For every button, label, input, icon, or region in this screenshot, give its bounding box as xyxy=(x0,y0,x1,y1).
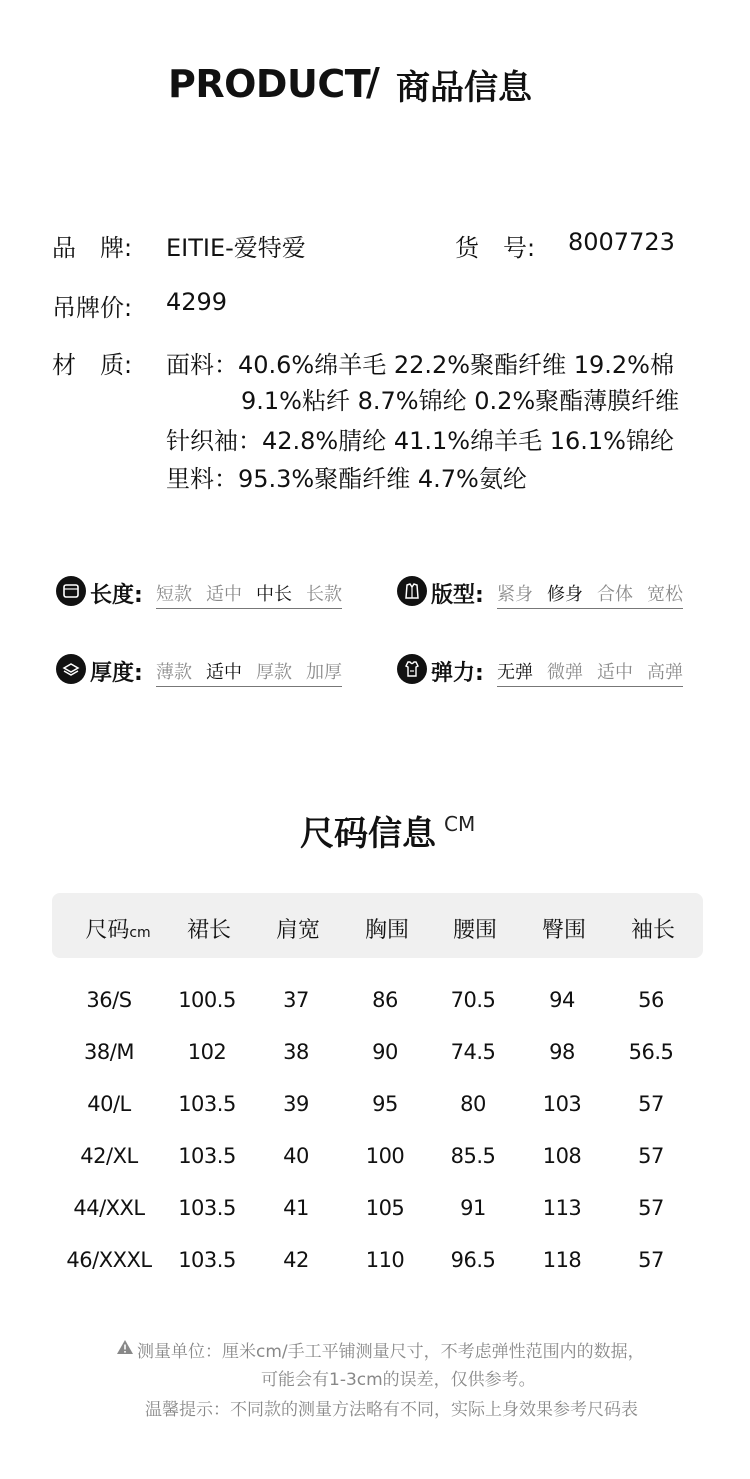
thickness-option: 加厚 xyxy=(306,662,342,683)
table-cell: 86 xyxy=(372,988,398,1012)
material-line: 针织袖：42.8%腈纶 41.1%绵羊毛 16.1%锦纶 xyxy=(166,427,674,455)
elasticity-option: 高弹 xyxy=(647,662,683,683)
material-label: 材 质: xyxy=(52,351,133,379)
table-cell: 110 xyxy=(365,1248,405,1272)
table-header-cell: 袖长 xyxy=(630,918,675,943)
thickness-option-selected: 适中 xyxy=(206,662,242,683)
material-line: 9.1%粘纤 8.7%锦纶 0.2%聚酯薄膜纤维 xyxy=(241,387,680,415)
fit-options xyxy=(497,580,683,609)
table-cell: 113 xyxy=(542,1196,582,1220)
material-line: 里料：95.3%聚酯纤维 4.7%氨纶 xyxy=(166,465,527,493)
table-cell: 38 xyxy=(283,1040,309,1064)
table-header-cell: 肩宽 xyxy=(275,918,320,943)
fit-option: 宽松 xyxy=(647,584,683,605)
thickness-options xyxy=(156,658,342,687)
table-cell: 74.5 xyxy=(450,1040,496,1064)
table-cell: 56.5 xyxy=(628,1040,674,1064)
table-cell: 94 xyxy=(549,988,575,1012)
table-cell: 91 xyxy=(460,1196,486,1220)
table-cell: 41 xyxy=(283,1196,309,1220)
header-title-cn: 商品信息 xyxy=(396,68,532,108)
table-header-size xyxy=(72,913,164,944)
table-header-cell: 臀围 xyxy=(541,918,586,943)
brand-label: 品 牌: xyxy=(52,234,133,262)
length-option: 短款 xyxy=(156,584,192,605)
elasticity-option: 微弹 xyxy=(547,662,583,683)
fit-label: 版型: xyxy=(431,583,484,608)
table-cell: 95 xyxy=(372,1092,398,1116)
sku-label: 货 号: xyxy=(455,234,536,262)
table-cell: 103.5 xyxy=(178,1248,236,1272)
table-cell: 70.5 xyxy=(450,988,496,1012)
table-cell: 103.5 xyxy=(178,1196,236,1220)
length-option: 适中 xyxy=(206,584,242,605)
table-cell: 103.5 xyxy=(178,1092,236,1116)
table-cell: 42 xyxy=(283,1248,309,1272)
table-cell: 118 xyxy=(542,1248,582,1272)
table-header-cell: 胸围 xyxy=(364,918,409,943)
table-cell: 38/M xyxy=(84,1040,134,1064)
note-line-1: 测量单位：厘米cm/手工平铺测量尺寸，不考虑弹性范围内的数据， xyxy=(137,1342,645,1362)
length-options xyxy=(156,580,342,609)
warning-icon xyxy=(116,1339,134,1355)
header-title-en: PRODUCT xyxy=(168,62,371,106)
page-header xyxy=(0,58,750,108)
length-icon xyxy=(56,576,86,606)
thickness-icon xyxy=(56,654,86,684)
table-cell: 56 xyxy=(638,988,664,1012)
fit-option: 合体 xyxy=(597,584,633,605)
material-line: 面料：40.6%绵羊毛 22.2%聚酯纤维 19.2%棉 xyxy=(166,351,674,379)
note-line-2: 可能会有1-3cm的误差，仅供参考。 xyxy=(261,1370,536,1390)
table-cell: 40/L xyxy=(87,1092,131,1116)
table-cell: 108 xyxy=(542,1144,582,1168)
elasticity-icon xyxy=(397,654,427,684)
table-cell: 57 xyxy=(638,1248,664,1272)
table-cell: 57 xyxy=(638,1092,664,1116)
table-cell: 39 xyxy=(283,1092,309,1116)
note-line-3: 温馨提示：不同款的测量方法略有不同，实际上身效果参考尺码表 xyxy=(145,1400,638,1420)
fit-option: 紧身 xyxy=(497,584,533,605)
size-title: 尺码信息 xyxy=(300,814,436,854)
price-label: 吊牌价: xyxy=(52,294,133,322)
table-header-cell: 腰围 xyxy=(452,918,497,943)
table-cell: 36/S xyxy=(86,988,132,1012)
elasticity-options xyxy=(497,658,683,687)
thickness-option: 厚款 xyxy=(256,662,292,683)
length-label: 长度: xyxy=(90,583,143,608)
length-option-selected: 中长 xyxy=(256,584,292,605)
table-cell: 100 xyxy=(365,1144,405,1168)
table-cell: 85.5 xyxy=(450,1144,496,1168)
table-cell: 100.5 xyxy=(178,988,236,1012)
table-header-size-label: 尺码 xyxy=(85,918,130,943)
table-cell: 80 xyxy=(460,1092,486,1116)
elasticity-option-selected: 无弹 xyxy=(497,662,533,683)
elasticity-label: 弹力: xyxy=(431,661,484,686)
table-cell: 37 xyxy=(283,988,309,1012)
fit-icon xyxy=(397,576,427,606)
fit-option-selected: 修身 xyxy=(547,584,583,605)
table-cell: 46/XXXL xyxy=(66,1248,152,1272)
table-cell: 98 xyxy=(549,1040,575,1064)
length-option: 长款 xyxy=(306,584,342,605)
table-cell: 96.5 xyxy=(450,1248,496,1272)
table-cell: 90 xyxy=(372,1040,398,1064)
brand-value: EITIE-爱特爱 xyxy=(166,234,306,262)
sku-value: 8007723 xyxy=(568,228,675,256)
table-cell: 44/XXL xyxy=(73,1196,145,1220)
price-value: 4299 xyxy=(166,288,228,316)
table-cell: 105 xyxy=(365,1196,405,1220)
table-cell: 57 xyxy=(638,1144,664,1168)
thickness-option: 薄款 xyxy=(156,662,192,683)
table-cell: 57 xyxy=(638,1196,664,1220)
table-header-size-unit: cm xyxy=(129,925,151,941)
size-unit: CM xyxy=(444,812,476,836)
header-slash: / xyxy=(366,60,380,104)
elasticity-option: 适中 xyxy=(597,662,633,683)
table-cell: 102 xyxy=(187,1040,227,1064)
thickness-label: 厚度: xyxy=(90,661,143,686)
table-cell: 103.5 xyxy=(178,1144,236,1168)
table-cell: 103 xyxy=(542,1092,582,1116)
table-cell: 42/XL xyxy=(80,1144,138,1168)
table-cell: 40 xyxy=(283,1144,309,1168)
table-header-cell: 裙长 xyxy=(186,918,231,943)
